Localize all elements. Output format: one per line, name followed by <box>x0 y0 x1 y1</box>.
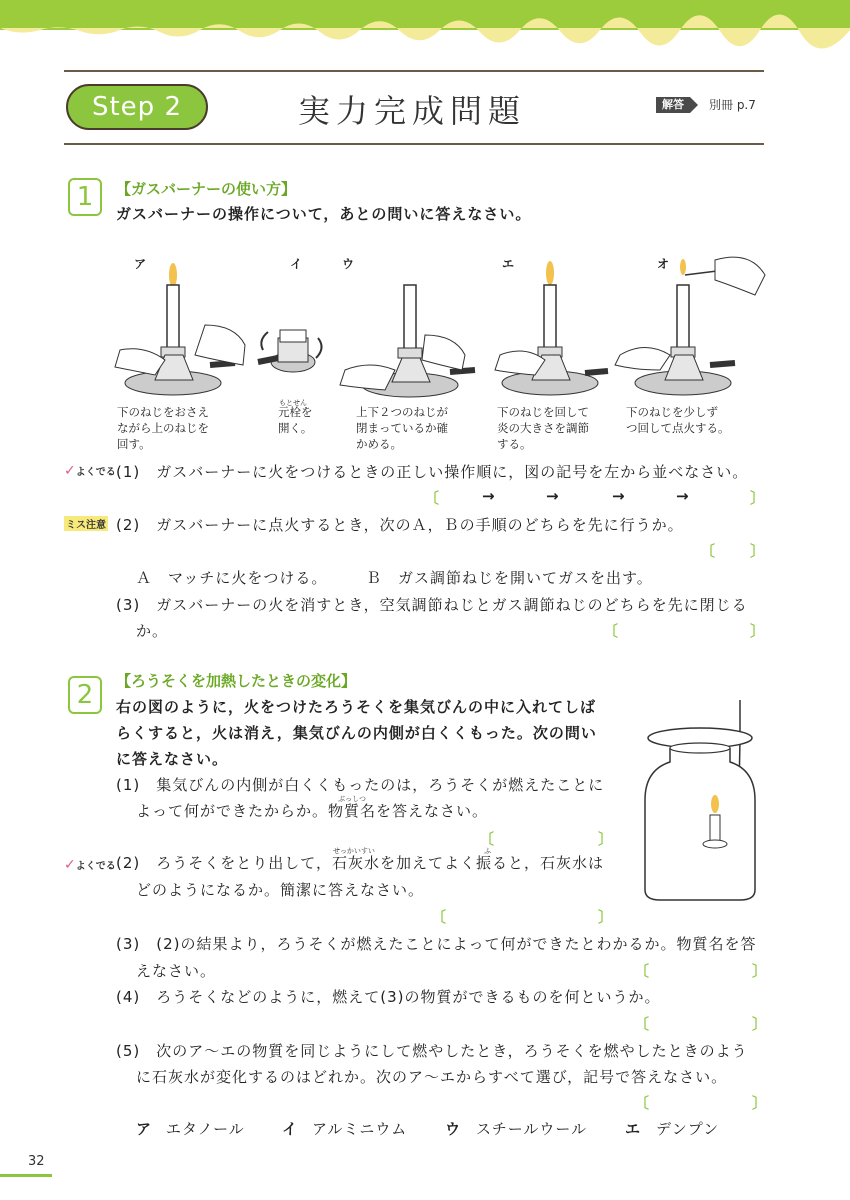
q2-sub5-line2: に石灰水が変化するのはどれか。次のア～エからすべて選び，記号で答えなさい。 <box>136 1068 728 1086</box>
check-icon: ✓ <box>64 857 76 873</box>
answer-bracket-open: 〔 <box>479 830 495 848</box>
answer-bracket-close: 〕 <box>750 489 766 507</box>
figure-label-i: イ <box>290 257 303 271</box>
choice-a: Ａ マッチに火をつける。 <box>136 569 328 587</box>
step-badge: Step 2 <box>66 84 208 130</box>
page-title: 実力完成問題 <box>298 92 527 130</box>
ruby-motosen: もとせん <box>279 399 307 407</box>
option-text-u: スチールウール <box>476 1120 588 1138</box>
figure-caption-e-line: 炎の大きさを調節 <box>497 421 589 435</box>
frequent-tag-label: よくでる <box>75 861 116 872</box>
q1-sub3-line2: か。 <box>136 622 169 640</box>
arrow-4: → <box>676 487 689 505</box>
figure-label-e: エ <box>502 257 515 271</box>
figure-caption-e <box>497 404 589 452</box>
gas-jar-illustration <box>640 700 770 910</box>
answer-bracket-close: 〕 <box>598 908 614 926</box>
figure-caption-i <box>278 404 313 436</box>
q2-sub5-line1: (5) 次のア～エの物質を同じようにして燃やしたとき，ろうそくを燃やしたときのよう <box>116 1042 748 1060</box>
option-key-e: エ <box>625 1120 642 1138</box>
answer-bracket-open: 〔 <box>700 542 716 560</box>
q2-sub3-line1: (3) (2)の結果より，ろうそくが燃えたことによって何ができたとわかるか。物質名を答 <box>116 935 757 953</box>
q2-sub1-line2: よって何ができたからか。物質名を答えなさい。 <box>136 802 489 820</box>
answer-bracket-close: 〕 <box>752 1094 768 1112</box>
mistake-tag: ミス注意 <box>64 516 108 531</box>
question-2-prompt-line2: らくすると，火は消え，集気びんの内側が白くくもった。次の問い <box>116 724 597 742</box>
q1-sub2-text: (2) ガスバーナーに点火するとき，次のＡ，Ｂの手順のどちらを先に行うか。 <box>116 516 684 534</box>
answer-bracket-close: 〕 <box>752 962 768 980</box>
figure-caption-e-line: 下のねじを回して <box>497 405 589 419</box>
arrow-2: → <box>546 487 559 505</box>
figure-label-o: オ <box>657 257 670 271</box>
figure-caption-o-line: つ回して点火する。 <box>626 421 730 435</box>
burner-illustration-e <box>490 255 615 405</box>
arrow-1: → <box>482 487 495 505</box>
page-number: 32 <box>28 1154 45 1169</box>
option-text-e: デンプン <box>656 1120 720 1138</box>
figure-caption-i-line: 開く。 <box>278 421 313 435</box>
question-2-prompt-line3: に答えなさい。 <box>116 750 229 768</box>
q2-sub4: (4) ろうそくなどのように，燃えて(3)の物質ができるものを何というか。 <box>116 988 661 1006</box>
figure-caption-o <box>626 404 730 436</box>
q2-sub3-line2: えなさい。 <box>136 962 217 980</box>
answer-bracket-close: 〕 <box>750 542 766 560</box>
option-text-a: エタノール <box>166 1120 245 1138</box>
burner-illustration-o <box>615 245 770 405</box>
figure-caption-a-line: 回す。 <box>117 437 151 451</box>
burner-illustration-a <box>115 255 250 405</box>
figure-caption-o-line: 下のねじを少しず <box>626 405 718 419</box>
answer-bracket-open: 〔 <box>634 962 650 980</box>
figure-caption-u-line: 閉まっているか確 <box>356 421 448 435</box>
option-text-i: アルミニウム <box>312 1120 408 1138</box>
figure-label-u: ウ <box>342 257 355 271</box>
answer-bracket-open: 〔 <box>431 908 447 926</box>
figure-caption-a <box>117 404 209 452</box>
option-key-u: ウ <box>445 1120 462 1138</box>
answer-tag: 解答 <box>656 97 690 113</box>
answer-reference: 別冊 p.7 <box>709 98 756 112</box>
question-1-heading: 【ガスバーナーの使い方】 <box>116 180 297 198</box>
ruby-busshitsu: ぶっしつ <box>338 795 366 803</box>
burner-illustration-u <box>340 280 480 405</box>
gas-valve-illustration-i <box>258 320 328 380</box>
check-icon: ✓ <box>64 463 76 479</box>
figure-caption-u-line: 上下２つのねじが <box>356 405 448 419</box>
header-top-rule <box>64 70 764 72</box>
answer-bracket-close: 〕 <box>750 622 766 640</box>
figure-label-a: ア <box>134 257 147 271</box>
figure-caption-a-line: ながら上のねじを <box>117 421 209 435</box>
frequent-tag-label: よくでる <box>75 467 116 478</box>
figure-caption-u <box>356 404 448 452</box>
q1-sub1-text: (1) ガスバーナーに火をつけるときの正しい操作順に，図の記号を左から並べなさい。 <box>116 463 749 481</box>
ruby-furu: ふ <box>484 847 491 855</box>
header-bottom-rule <box>64 143 764 145</box>
frequent-tag <box>64 857 116 873</box>
top-banner-wave <box>0 28 850 38</box>
answer-bracket-open: 〔 <box>603 622 619 640</box>
answer-bracket-open: 〔 <box>424 489 440 507</box>
answer-bracket-close: 〕 <box>752 1015 768 1033</box>
question-number-2: 2 <box>68 676 102 714</box>
choice-b: Ｂ ガス調節ねじを開いてガスを出す。 <box>366 569 653 587</box>
question-1-prompt: ガスバーナーの操作について，あとの問いに答えなさい。 <box>116 205 532 223</box>
figure-caption-e-line: する。 <box>497 437 532 451</box>
top-banner <box>0 0 850 30</box>
frequent-tag <box>64 463 116 479</box>
q2-sub1-line1: (1) 集気びんの内側が白くくもったのは，ろうそくが燃えたことに <box>116 776 605 794</box>
figure-caption-a-line: 下のねじをおさえ <box>117 405 209 419</box>
answer-bracket-open: 〔 <box>634 1094 650 1112</box>
question-2-prompt-line1: 右の図のように，火をつけたろうそくを集気びんの中に入れてしば <box>116 698 597 716</box>
answer-bracket-open: 〔 <box>634 1015 650 1033</box>
q2-sub2-line2: どのようになるか。簡潔に答えなさい。 <box>136 881 425 899</box>
answer-bracket-close: 〕 <box>598 830 614 848</box>
q2-sub2-line1: (2) ろうそくをとり出して，石灰水を加えてよく振ると，石灰水は <box>116 854 604 872</box>
question-number-1: 1 <box>68 178 102 216</box>
ruby-sekkaisui: せっかいすい <box>333 847 375 855</box>
footer-accent-line <box>0 1174 52 1177</box>
option-key-a: ア <box>136 1120 153 1138</box>
figure-caption-u-line: かめる。 <box>356 437 402 451</box>
option-key-i: イ <box>282 1120 299 1138</box>
q1-sub3-line1: (3) ガスバーナーの火を消すとき，空気調節ねじとガス調節ねじのどちらを先に閉じる <box>116 596 748 614</box>
arrow-3: → <box>612 487 625 505</box>
question-2-heading: 【ろうそくを加熱したときの変化】 <box>116 672 357 690</box>
figure-caption-i-line: 元栓を <box>278 405 313 419</box>
